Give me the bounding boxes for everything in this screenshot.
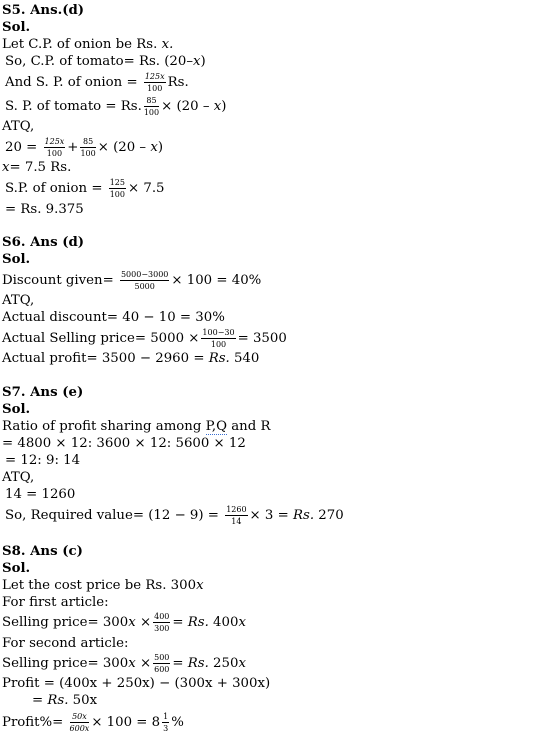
s8-line-5: Selling price= 300x × $\frac{500}{600}$ = Rs. 250x bbox=[2, 653, 246, 674]
s5-line-1: Let C.P. of onion be Rs. x. bbox=[2, 37, 174, 52]
s8-line-7: = Rs. 50x bbox=[32, 693, 98, 708]
fraction: $\frac{50x}{600x}$ bbox=[69, 712, 90, 733]
fraction: $\frac{100-30}{100}$ bbox=[202, 328, 235, 349]
s8-line-1: Let the cost price be Rs. 300x bbox=[2, 578, 204, 593]
s6-atq: ATQ, bbox=[2, 293, 35, 308]
s8-line-3: Selling price= 300x × $\frac{400}{300}$ = Rs. 400x bbox=[2, 612, 246, 633]
s6-line-5: Actual profit= 3500 − 2960 = Rs. 540 bbox=[2, 351, 260, 366]
s8-heading: S8. Ans (c) bbox=[2, 544, 83, 559]
s7-line-1: Ratio of profit sharing among P,Q and R bbox=[2, 419, 271, 434]
s8-line-6: Profit = (400x + 250x) − (300x + 300x) bbox=[2, 676, 271, 691]
fraction: $\frac{85}{100}$ bbox=[80, 137, 96, 158]
s6-line-1: Discount given= $\frac{5000-3000}{5000}$ × 100 = 40% bbox=[2, 270, 262, 291]
fraction: $\frac{125x}{100}$ bbox=[44, 137, 65, 158]
s7-atq: ATQ, bbox=[2, 470, 35, 485]
s5-atq: ATQ, bbox=[2, 119, 35, 134]
fraction: $\frac{1260}{14}$ bbox=[226, 505, 247, 526]
s7-line-3: = 12: 9: 14 bbox=[5, 453, 81, 468]
s6-line-4: Actual Selling price= 5000 × $\frac{100-30}{100}$ = 3500 bbox=[2, 328, 287, 349]
s5-heading: S5. Ans.(d) bbox=[2, 3, 85, 18]
s7-heading: S7. Ans (e) bbox=[2, 385, 84, 400]
s5-line-2: So, C.P. of tomato= Rs. (20–x) bbox=[5, 54, 206, 69]
s6-line-3: Actual discount= 40 − 10 = 30% bbox=[2, 310, 225, 325]
s8-line-2: For first article: bbox=[2, 595, 109, 610]
s8-line-8: Profit%= $\frac{50x}{600x}$ × 100 = 8 $\frac{1}{3}$ % bbox=[2, 712, 184, 733]
fraction: $\frac{5000-3000}{5000}$ bbox=[120, 270, 169, 291]
s8-line-4: For second article: bbox=[2, 636, 129, 651]
s6-sol-label: Sol. bbox=[2, 252, 31, 267]
s5-line-3: And S. P. of onion = $\frac{125x}{100}$ Rs. bbox=[5, 72, 189, 93]
s7-line-6: So, Required value= (12 − 9) = $\frac{1260}{14}$ × 3 = Rs. 270 bbox=[5, 505, 344, 526]
s5-line-9: = Rs. 9.375 bbox=[5, 202, 84, 217]
s5-line-7: x= 7.5 Rs. bbox=[2, 160, 72, 175]
fraction: $\frac{500}{600}$ bbox=[154, 653, 170, 674]
s7-line-5: 14 = 1260 bbox=[5, 487, 76, 502]
fraction: $\frac{125x}{100}$ bbox=[144, 72, 165, 93]
fraction: $\frac{400}{300}$ bbox=[154, 612, 170, 633]
s7-sol-label: Sol. bbox=[2, 402, 31, 417]
s7-line-2: = 4800 × 12: 3600 × 12: 5600 × 12 bbox=[2, 436, 246, 451]
s6-heading: S6. Ans (d) bbox=[2, 235, 85, 250]
mixed-fraction: $\frac{1}{3}$ bbox=[163, 712, 169, 733]
s5-sol-label: Sol. bbox=[2, 20, 31, 35]
fraction: $\frac{125}{100}$ bbox=[109, 178, 125, 199]
fraction: $\frac{85}{100}$ bbox=[143, 96, 160, 117]
s8-sol-label: Sol. bbox=[2, 561, 31, 576]
s5-line-6: 20 = $\frac{125x}{100}$ + $\frac{85}{100}$ × (20 – x) bbox=[5, 137, 164, 158]
s5-line-4: S. P. of tomato = Rs. $\frac{85}{100}$ × (20 – x) bbox=[5, 96, 227, 117]
s5-line-8: S.P. of onion = $\frac{125}{100}$ × 7.5 bbox=[5, 178, 165, 199]
